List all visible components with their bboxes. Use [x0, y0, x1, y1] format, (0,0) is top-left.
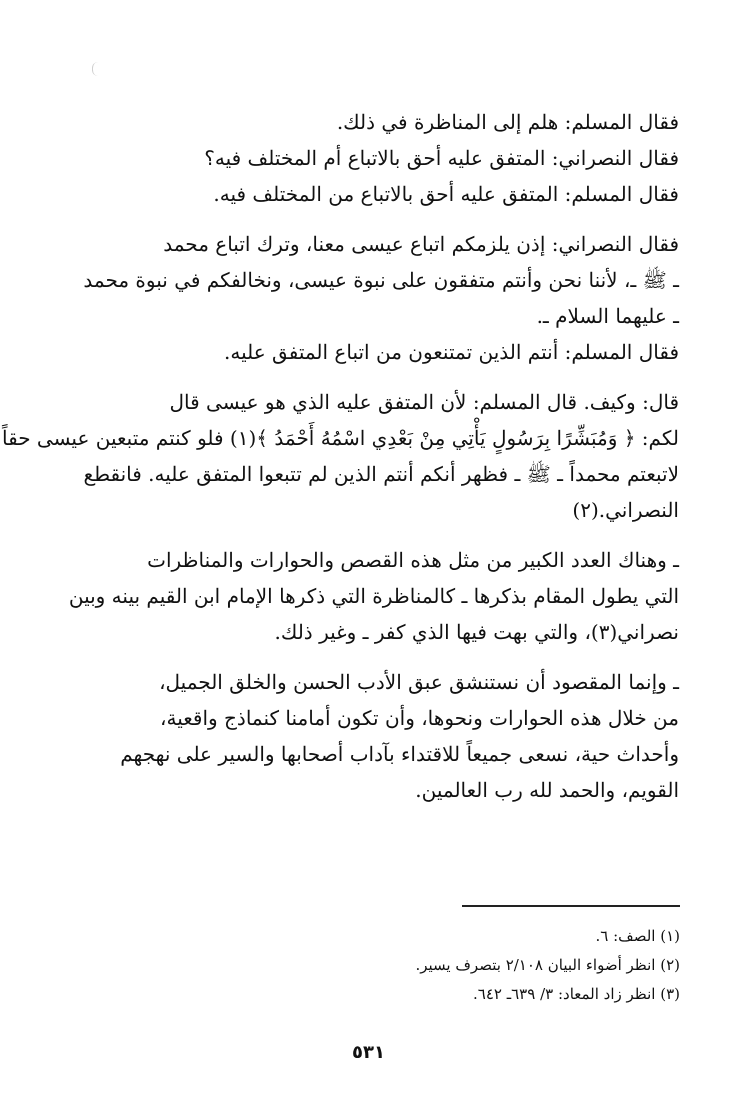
paragraph-1 — [92, 104, 679, 140]
footnote-2: (٢) انظر أضواء البيان ٢/١٠٨ بتصرف يسير. — [415, 956, 680, 974]
text-line: فقال المسلم: أنتم الذين تمتنعون من اتباع المتفق عليه. — [224, 340, 679, 364]
text-line: فقال المسلم: المتفق عليه أحق بالاتباع من المختلف فيه. — [213, 182, 679, 206]
text-line: لاتبعتم محمداً ـ ﷺ ـ فظهر أنكم أنتم الذين لم تتبعوا المتفق عليه. فانقطع — [83, 462, 679, 486]
paragraph-2 — [92, 140, 679, 176]
text-line: فقال المسلم: هلم إلى المناظرة في ذلك. — [336, 110, 679, 134]
text-line: ـ وهناك العدد الكبير من مثل هذه القصص والحوارات والمناظرات — [147, 548, 679, 572]
paragraph-6 — [1, 384, 679, 528]
text-line: لكم: ﴿ وَمُبَشِّرًا بِرَسُولٍ يَأْتِي مِنْ بَعْدِي اسْمُهُ أَحْمَدُ ﴾(١) فلو كنتم متبعين عيسى حقاً — [1, 426, 679, 450]
paragraph-5 — [92, 334, 679, 370]
paragraph-3 — [92, 176, 679, 212]
body-text — [1, 104, 679, 808]
text-line: النصراني.(٢) — [572, 498, 679, 522]
text-line: فقال النصراني: المتفق عليه أحق بالاتباع أم المختلف فيه؟ — [204, 146, 679, 170]
text-line: قال: وكيف. قال المسلم: لأن المتفق عليه الذي هو عيسى قال — [169, 390, 679, 414]
text-line: وأحداث حية، نسعى جميعاً للاقتداء بآداب أصحابها والسير على نهجهم — [120, 742, 679, 766]
footnotes — [300, 922, 680, 1009]
text-line: ـ وإنما المقصود أن نستنشق عبق الأدب الحسن والخلق الجميل، — [159, 670, 679, 694]
text-line: ـ ﷺ ـ، لأننا نحن وأنتم متفقون على نبوة عيسى، ونخالفكم في نبوة محمد — [83, 268, 679, 292]
footnote-separator — [462, 905, 680, 907]
footnote-1: (١) الصف: ٦. — [595, 927, 680, 945]
text-line: القويم، والحمد لله رب العالمين. — [415, 778, 679, 802]
text-line: نصراني(٣)، والتي بهت فيها الذي كفر ـ وغير ذلك. — [274, 620, 679, 644]
paragraph-gap — [92, 528, 679, 542]
text-line: التي يطول المقام بذكرها ـ كالمناظرة التي ذكرها الإمام ابن القيم بينه وبين — [68, 584, 679, 608]
paragraph-7 — [68, 542, 679, 650]
page-number: ٥٣١ — [352, 1042, 385, 1063]
paragraph-4 — [83, 226, 679, 334]
paragraph-gap — [92, 212, 679, 226]
paragraph-gap — [92, 650, 679, 664]
paragraph-8 — [92, 664, 679, 808]
footnote-3: (٣) انظر زاد المعاد: ٣/ ٦٣٩ـ ٦٤٢. — [473, 985, 680, 1003]
paragraph-gap — [92, 370, 679, 384]
text-line: من خلال هذه الحوارات ونحوها، وأن تكون أمامنا كنماذج واقعية، — [160, 706, 679, 730]
text-line: ـ عليهما السلام ـ. — [536, 304, 679, 328]
margin-mark — [92, 62, 101, 76]
text-line: فقال النصراني: إذن يلزمكم اتباع عيسى معنا، وترك اتباع محمد — [163, 232, 679, 256]
